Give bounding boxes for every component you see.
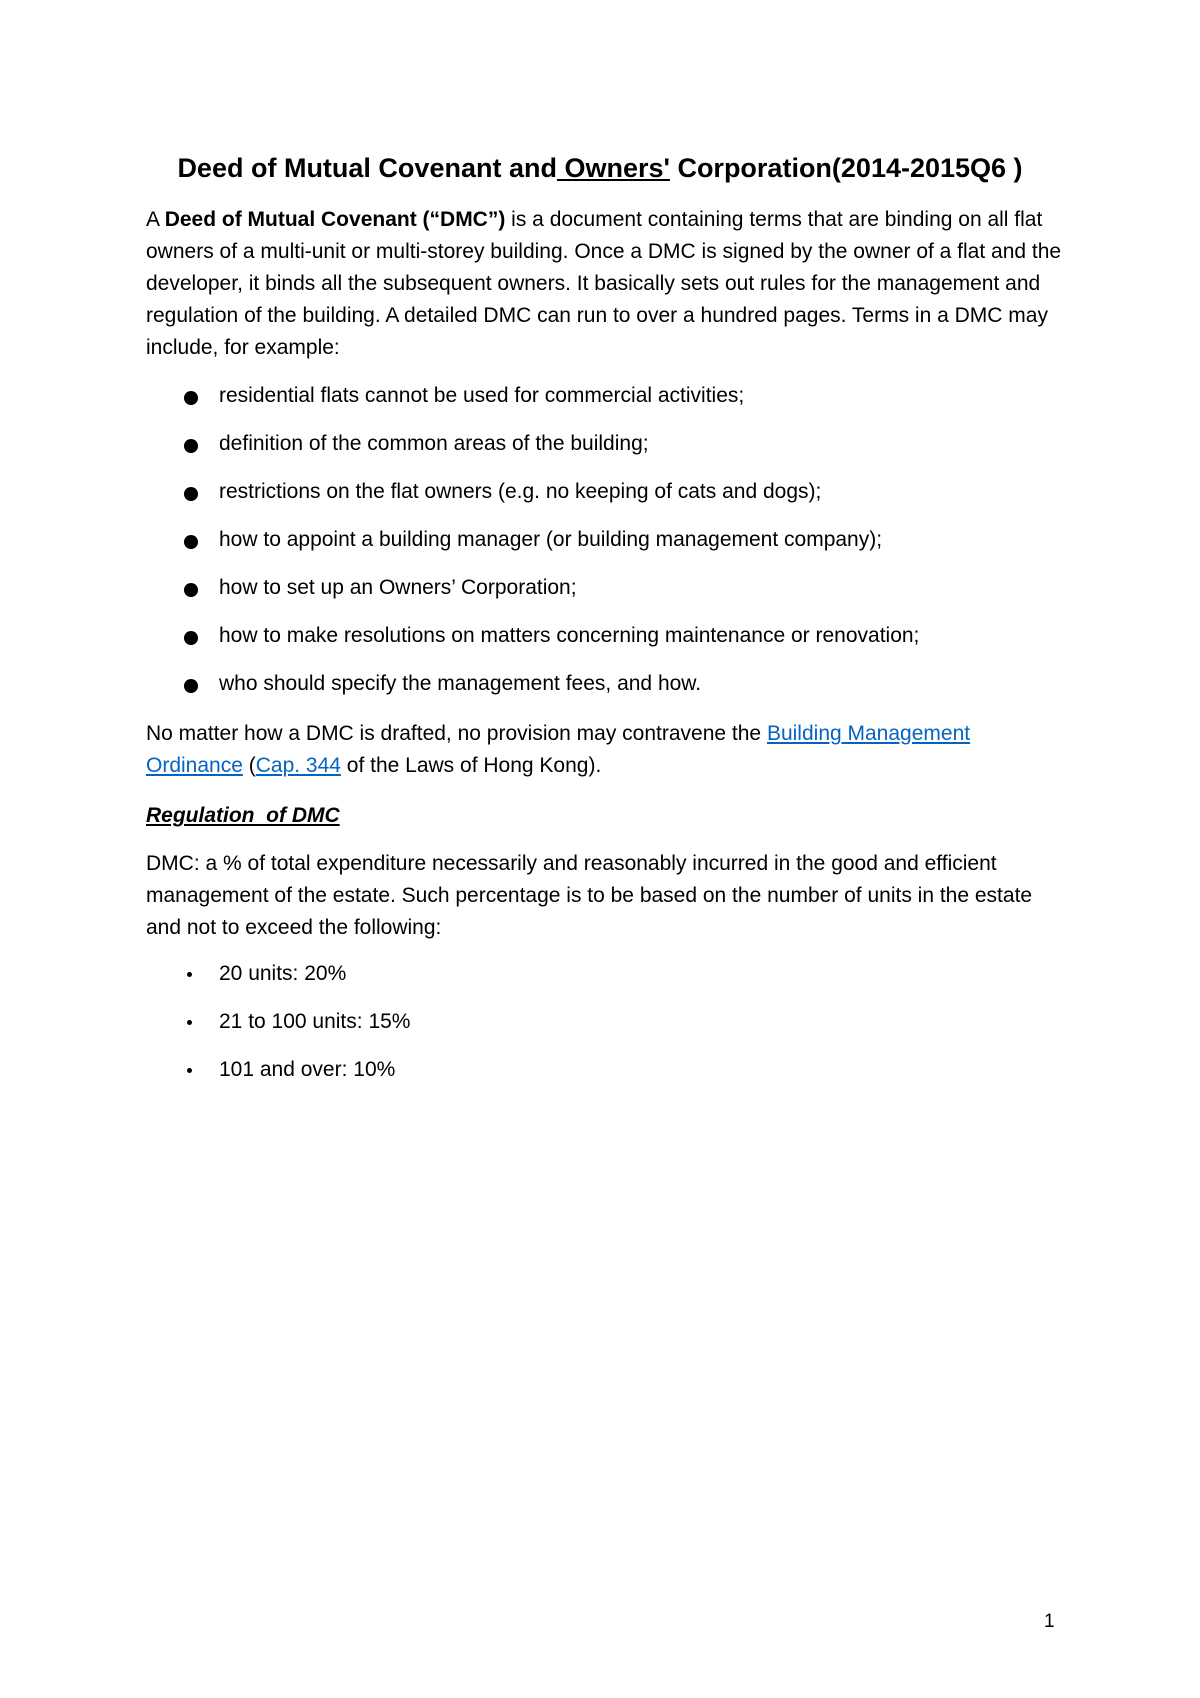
building-management-ordinance-link[interactable]: Building Management Ordinance	[146, 722, 971, 777]
list-item	[146, 476, 1066, 524]
cap-344-link[interactable]: Cap. 344	[255, 754, 341, 777]
page-number: 1	[1044, 1611, 1055, 1632]
list-item-text: how to make resolutions on matters concerning maintenance or renovation;	[219, 624, 920, 647]
title-underlined-word: Owners'	[556, 153, 670, 183]
list-item	[146, 958, 1066, 1006]
document-title	[0, 150, 1200, 186]
list-item	[146, 668, 1066, 716]
list-item-text: 20 units: 20%	[219, 962, 347, 985]
intro-rest: is a document containing terms that are binding on all flat owners of a multi-unit or multi-storey building. Once a DMC is signed by the owner of a flat and the developer, it binds all the subsequent owners. It basically sets out rules for the management and regulation of the building. A detailed DMC can run to over a hundred pages. Terms in a DMC may include, for example:	[146, 208, 1062, 359]
list-item-text: how to appoint a building manager (or building management company);	[219, 528, 883, 551]
list-item	[146, 428, 1066, 476]
list-item-text: 21 to 100 units: 15%	[219, 1010, 411, 1033]
list-item	[146, 572, 1066, 620]
list-item	[146, 620, 1066, 668]
list-item-text: 101 and over: 10%	[219, 1058, 396, 1081]
bullet-dot-icon	[184, 631, 198, 645]
regulation-paragraph: DMC: a % of total expenditure necessarily and reasonably incurred in the good and efficient management of the estate. Such percentage is to be based on the number of units in the estate and not to exceed the following:	[146, 852, 1033, 939]
list-item	[146, 524, 1066, 572]
bullet-dot-icon	[184, 391, 198, 405]
provision-paragraph	[146, 718, 1066, 782]
list-item	[146, 380, 1066, 428]
list-item-text: how to set up an Owners’ Corporation;	[219, 576, 577, 599]
bullet-dot-icon	[184, 439, 198, 453]
title-suffix: Corporation(2014-2015Q6 )	[669, 153, 1023, 183]
bullet-dot-icon	[184, 679, 198, 693]
regulation-heading: Regulation of DMC	[146, 804, 340, 827]
provision-before: No matter how a DMC is drafted, no provision may contravene the	[146, 722, 767, 745]
bullet-dot-icon	[184, 583, 198, 597]
list-item	[146, 1006, 1066, 1054]
dmc-terms-list	[146, 380, 1066, 716]
list-item-text: who should specify the management fees, and how.	[219, 672, 702, 695]
bullet-dot-icon	[187, 1020, 192, 1025]
intro-term: Deed of Mutual Covenant (“DMC”)	[164, 208, 506, 231]
bullet-dot-icon	[187, 972, 192, 977]
list-item	[146, 1054, 1066, 1102]
intro-article: A	[146, 208, 165, 231]
bullet-dot-icon	[184, 487, 198, 501]
list-item-text: definition of the common areas of the building;	[219, 432, 649, 455]
list-item-text: residential flats cannot be used for commercial activities;	[219, 384, 745, 407]
percent-rules-list	[146, 958, 1066, 1102]
list-item-text: restrictions on the flat owners (e.g. no keeping of cats and dogs);	[219, 480, 822, 503]
bullet-dot-icon	[184, 535, 198, 549]
title-prefix: Deed of Mutual Covenant and	[177, 153, 557, 183]
intro-paragraph	[146, 204, 1066, 364]
provision-after: of the Laws of Hong Kong).	[340, 754, 602, 777]
provision-paren: (	[242, 754, 256, 777]
bullet-dot-icon	[187, 1068, 192, 1073]
